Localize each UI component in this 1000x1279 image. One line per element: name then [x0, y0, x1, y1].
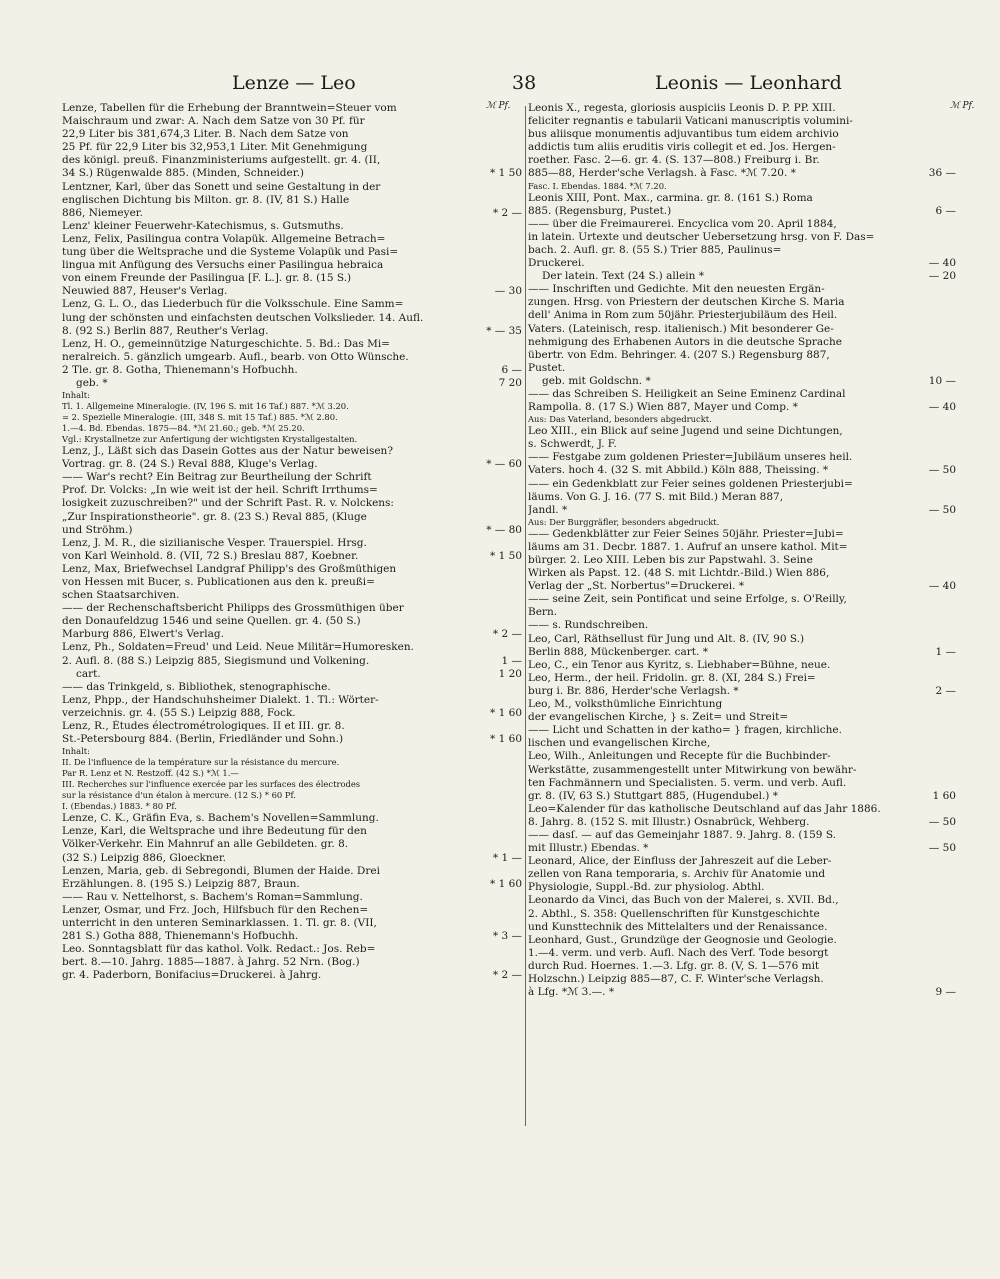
entry-text-line: Lenz, Ph., Soldaten=Freud' und Leid. Neue Militär=Humoresken. — [62, 641, 414, 654]
entry-text-line: bach. 2. Aufl. gr. 8. (55 S.) Trier 885, Paulinus= — [528, 243, 782, 256]
catalog-entry — [528, 451, 956, 477]
entry-text-line: —— s. Rundschreiben. — [528, 619, 649, 632]
entry-text-line: Leo. Sonntagsblatt für das kathol. Volk. Redact.: Jos. Reb= — [62, 943, 376, 956]
entry-price: * — 35 — [486, 324, 522, 337]
catalog-entry — [528, 517, 956, 528]
entry-text-line: zungen. Hrsg. von Priestern der deutschen Kirche S. Maria — [528, 296, 845, 309]
catalog-entry — [528, 894, 956, 933]
entry-text-line: Verlag der „St. Norbertus"=Druckerei. * — [528, 580, 745, 593]
currency-column-label: ℳ Pf. — [950, 101, 975, 111]
entry-text-line: —— War's recht? Ein Beitrag zur Beurtheilung der Schrift — [62, 471, 372, 484]
entry-price: 6 — — [501, 363, 522, 376]
entry-text-line: „Zur Inspirationstheorie". gr. 8. (23 S.) Reval 885, (Kluge — [62, 510, 367, 523]
catalog-entry — [62, 943, 522, 982]
entry-price: — 50 — [928, 464, 956, 477]
column-divider — [525, 106, 526, 1126]
catalog-entry — [528, 698, 956, 750]
entry-text-line: —— dasſ. — auf das Gemeinjahr 1887. 9. Jahrg. 8. (159 S. — [528, 828, 836, 841]
catalog-entry — [528, 478, 956, 517]
entry-text-line: Lenz, R., Études électrométrologiques. II et III. gr. 8. — [62, 720, 345, 733]
entry-text-line: lischen und evangelischen Kirche, — [528, 737, 711, 750]
entry-text-line: zellen von Rana temporaria, s. Archiv für Anatomie und — [528, 868, 826, 881]
catalog-entry — [528, 829, 956, 855]
catalog-entry — [528, 270, 956, 283]
entry-text-line: —— Inschriften und Gedichte. Mit den neuesten Ergän- — [528, 283, 825, 296]
entry-text-line: Vortrag. gr. 8. (24 S.) Reval 888, Kluge's Verlag. — [62, 458, 318, 471]
catalog-entry — [528, 619, 956, 632]
entry-text-line: nehmigung des Erhabenen Autors in die deutsche Sprache — [528, 335, 843, 348]
entry-text-line: —— ein Gedenkblatt zur Feier seines goldenen Priesterjubi= — [528, 477, 853, 490]
entry-text-line: Leonis X., regesta, gloriosis auspiciis Leonis D. P. PP. XIII. — [528, 102, 836, 114]
entry-text-line: 1.—4. Bd. Ebendas. 1875—84. *ℳ 21.60.; geb. *ℳ 25.20. — [62, 423, 305, 434]
entry-text-line: Leonhard, Gust., Grundzüge der Geognosie und Geologie. — [528, 933, 837, 946]
entry-text-line: Marburg 886, Elwert's Verlag. — [62, 628, 224, 641]
entry-text-line: 25 Pf. für 22,9 Liter bis 32,953,1 Liter. Mit Genehmigung — [62, 141, 368, 154]
entry-price: — 50 — [928, 503, 956, 516]
entry-text-line: und Ströhm.) — [62, 523, 133, 536]
entry-text-line: englischen Dichtung bis Milton. gr. 8. (IV, 81 S.) Halle — [62, 193, 350, 206]
entry-text-line: Inhalt: — [62, 390, 90, 401]
catalog-entry — [528, 672, 956, 698]
entry-text-line: feliciter regnantis e tabularii Vaticani manuscriptis volumini- — [528, 115, 853, 128]
catalog-entry — [62, 681, 522, 694]
entry-price: 1 60 — [932, 789, 956, 802]
entry-price: * 1 50 — [490, 549, 522, 562]
entry-text-line: der evangelischen Kirche, } s. Zeit= und Streit= — [528, 711, 789, 724]
catalog-entry — [62, 233, 522, 298]
entry-price: 1 — — [935, 645, 956, 658]
entry-text-line: —— Rau v. Nettelhorst, s. Bachem's Roman=Sammlung. — [62, 890, 363, 903]
entry-text-line: = 2. Spezielle Mineralogie. (III, 348 S. mit 15 Taf.) 885. *ℳ 2.80. — [62, 412, 338, 423]
entry-text-line: verzeichnis. gr. 4. (55 S.) Leipzig 888, Fock. — [62, 706, 296, 719]
entry-price: — 40 — [928, 580, 956, 593]
entry-text-line: Vgl.: Krystallnetze zur Anfertigung der wichtigsten Krystallgestalten. — [62, 434, 358, 445]
entry-text-line: bus aliisque monumentis adjuvantibus tum eidem archivio — [528, 128, 839, 141]
entry-text-line: —— Festgabe zum goldenen Priester=Jubiläum unseres heil. — [528, 451, 853, 464]
entry-text-line: Wirken als Papst. 12. (48 S. mit Lichtdr.-Bild.) Wien 886, — [528, 567, 830, 580]
entry-text-line: Leonardo da Vinci, das Buch von der Malerei, s. XVII. Bd., — [528, 894, 839, 907]
entry-price: — 50 — [928, 842, 956, 855]
catalog-entry — [62, 602, 522, 641]
catalog-entry — [62, 694, 522, 720]
entry-text-line: sur la résistance d'un étalon à mercure. (12 S.) * 60 Pf. — [62, 790, 297, 801]
entry-text-line: cart. — [76, 667, 101, 680]
entry-text-line: von Hessen mit Bucer, s. Publicationen aus den k. preußi= — [62, 576, 375, 588]
entry-text-line: Par R. Lenz et N. Restzoff. (42 S.) *ℳ 1.— — [62, 768, 239, 779]
entry-text-line: Lenz, Phpp., der Handschuhsheimer Dialekt. 1. Tl.: Wörter- — [62, 693, 379, 706]
entry-text-line: Holzschn.) Leipzig 885—87, C. F. Winter'sche Verlagsh. — [528, 973, 824, 985]
catalog-entry — [528, 218, 956, 270]
catalog-entry — [528, 102, 956, 181]
entry-price: * 1 60 — [490, 706, 522, 719]
catalog-entry — [62, 904, 522, 943]
catalog-entry — [528, 425, 956, 451]
entry-text-line: Leo, C., ein Tenor aus Kyritz, s. Liebhaber=Bühne, neue. — [528, 658, 831, 671]
entry-text-line: roether. Fasc. 2—6. gr. 4. (S. 137—808.) Freiburg i. Br. — [528, 154, 820, 167]
entry-text-line: II. De l'influence de la température sur la résistance du mercure. — [62, 757, 340, 768]
catalog-entry — [62, 641, 522, 667]
entry-price: — 20 — [928, 270, 956, 283]
header-left-running-title: Lenze — Leo — [232, 72, 356, 94]
entry-price: * 1 60 — [490, 733, 522, 746]
entry-text-line: (32 S.) Leipzig 886, Gloeckner. — [62, 851, 227, 864]
entry-text-line: Inhalt: — [62, 746, 90, 757]
catalog-entry — [528, 375, 956, 388]
catalog-entry — [62, 563, 522, 602]
catalog-entry — [62, 825, 522, 864]
entry-text-line: 885. (Regensburg, Pustet.) — [528, 204, 672, 217]
catalog-entry — [528, 803, 956, 829]
entry-text-line: losigkeit zuzuschreiben?" und der Schrift Past. R. v. Nolckens: — [62, 497, 394, 510]
catalog-entry — [528, 593, 956, 619]
entry-text-line: 1.—4. verm. und verb. Aufl. Nach des Verf. Tode besorgt — [528, 946, 829, 959]
currency-column-label: ℳ Pf. — [486, 101, 511, 111]
entry-text-line: läums am 31. Decbr. 1887. 1. Aufruf an unsere kathol. Mit= — [528, 540, 848, 553]
entry-text-line: —— Licht und Schatten in der katho= } fragen, kirchliche. — [528, 724, 842, 737]
entry-text-line: Rampolla. 8. (17 S.) Wien 887, Mayer und Comp. * — [528, 401, 798, 414]
header-right-running-title: Leonis — Leonhard — [655, 72, 842, 94]
entry-text-line: gr. 4. Paderborn, Bonifacius=Druckerei. à Jahrg. — [62, 969, 322, 982]
entry-price: — 40 — [928, 257, 956, 270]
entry-text-line: 886, Niemeyer. — [62, 206, 143, 219]
entry-text-line: Lenz' kleiner Feuerwehr-Katechismus, s. Gutsmuths. — [62, 219, 344, 232]
entry-text-line: lung der schönsten und einfachsten deutschen Volkslieder. 14. Aufl. — [62, 311, 424, 324]
entry-text-line: Lenz, G. L. O., das Liederbuch für die Volksschule. Eine Samm= — [62, 298, 404, 311]
entry-text-line: Lenz, J. M. R., die sizilianische Vesper. Trauerspiel. Hrsg. — [62, 536, 367, 549]
entry-price: — 30 — [494, 285, 522, 298]
right-column — [528, 102, 956, 999]
entry-text-line: Bern. — [528, 606, 558, 619]
entry-text-line: —— seine Zeit, sein Pontificat und seine Erfolge, s. O'Reilly, — [528, 593, 847, 606]
catalog-entry — [528, 750, 956, 802]
entry-price: * 1 — — [492, 851, 522, 864]
catalog-entry — [62, 471, 522, 536]
entry-price: * 2 — — [492, 969, 522, 982]
entry-text-line: 2. Aufl. 8. (88 S.) Leipzig 885, Siegismund und Volkening. — [62, 654, 370, 667]
entry-price: 9 — — [935, 986, 956, 999]
entry-text-line: —— Gedenkblätter zur Feier Seines 50jähr. Priester=Jubi= — [528, 527, 844, 540]
entry-text-line: Prof. Dr. Volcks: „In wie weit ist der heil. Schrift Irrthums= — [62, 484, 378, 497]
entry-price: 2 — — [935, 684, 956, 697]
entry-text-line: Leo XIII., ein Blick auf seine Jugend und seine Dichtungen, — [528, 425, 843, 438]
left-column — [62, 102, 522, 982]
catalog-entry — [528, 388, 956, 414]
entry-text-line: den Donaufeldzug 1546 und seine Quellen. gr. 4. (50 S.) — [62, 615, 361, 628]
catalog-entry — [528, 181, 956, 192]
entry-price: * 1 60 — [490, 877, 522, 890]
entry-text-line: schen Staatsarchiven. — [62, 589, 180, 602]
entry-text-line: Lenz, Felix, Pasilingua contra Volapük. Allgemeine Betrach= — [62, 232, 386, 245]
entry-price: * 3 — — [492, 930, 522, 943]
entry-text-line: Lenze, C. K., Gräfin Eva, s. Bachem's Novellen=Sammlung. — [62, 812, 379, 825]
entry-text-line: Lenzen, Maria, geb. di Sebregondi, Blumen der Haide. Drei — [62, 864, 380, 877]
catalog-entry — [62, 720, 522, 746]
entry-text-line: tung über die Weltsprache und die Systeme Volapük und Pasi= — [62, 246, 399, 259]
entry-price: — 50 — [928, 815, 956, 828]
entry-text-line: Erzählungen. 8. (195 S.) Leipzig 887, Braun. — [62, 877, 300, 890]
catalog-entry — [62, 102, 522, 181]
catalog-entry — [62, 746, 522, 812]
entry-text-line: Aus: Das Vaterland, besonders abgedruckt. — [528, 414, 712, 425]
entry-text-line: Lentzner, Karl, über das Sonett und seine Gestaltung in der — [62, 180, 381, 193]
entry-text-line: geb. mit Goldschn. * — [542, 374, 651, 387]
catalog-entry — [62, 298, 522, 337]
catalog-entry — [62, 812, 522, 825]
entry-text-line: unterricht in den unteren Seminarklassen. 1. Tl. gr. 8. (VII, — [62, 916, 377, 929]
entry-text-line: —— der Rechenschaftsbericht Philipps des Grossmüthigen über — [62, 602, 404, 615]
catalog-entry — [62, 891, 522, 904]
entry-text-line: und Kunsttechnik des Mittelalters und der Renaissance. — [528, 920, 828, 933]
entry-text-line: 34 S.) Rügenwalde 885. (Minden, Schneider.) — [62, 167, 304, 180]
entry-text-line: Pustet. — [528, 361, 566, 374]
entry-price: 1 20 — [498, 667, 522, 680]
entry-text-line: lingua mit Anfügung des Versuchs einer Pasilingua hebraica — [62, 259, 384, 272]
entry-text-line: 281 S.) Gotha 888, Thienemann's Hofbuchh. — [62, 930, 299, 943]
entry-text-line: dell' Anima in Rom zum 50jähr. Priesterjubiläum des Heil. — [528, 309, 838, 322]
page-number: 38 — [512, 72, 537, 94]
entry-text-line: 22,9 Liter bis 381,674,3 Liter. B. Nach dem Satze von — [62, 128, 349, 141]
entry-text-line: durch Rud. Hoernes. 1.—3. Lfg. gr. 8. (V, S. 1—576 mit — [528, 959, 820, 972]
entry-text-line: Lenze, Tabellen für die Erhebung der Branntwein=Steuer vom — [62, 102, 397, 114]
entry-price: 36 — — [928, 167, 956, 180]
entry-text-line: Maischraum und zwar: A. Nach dem Satze von 30 Pf. für — [62, 115, 365, 128]
catalog-entry — [528, 528, 956, 593]
entry-text-line: Leonard, Alice, der Einfluss der Jahreszeit auf die Leber- — [528, 855, 832, 868]
entry-text-line: addictis tum aliis eruditis viris collegit et ed. Jos. Hergen- — [528, 141, 836, 154]
entry-price: 10 — — [928, 374, 956, 387]
entry-text-line: 8. (92 S.) Berlin 887, Reuther's Verlag. — [62, 324, 269, 337]
entry-text-line: mit Illustr.) Ebendas. * — [528, 842, 649, 855]
entry-text-line: —— das Trinkgeld, s. Bibliothek, stenographische. — [62, 680, 331, 693]
entry-text-line: Der latein. Text (24 S.) allein * — [542, 270, 705, 283]
catalog-entry — [62, 537, 522, 563]
entry-price: 6 — — [935, 204, 956, 217]
entry-text-line: —— das Schreiben S. Heiligkeit an Seine Eminenz Cardinal — [528, 387, 846, 400]
entry-text-line: —— über die Freimaurerei. Encyclica vom 20. April 1884, — [528, 217, 837, 230]
entry-text-line: läums. Von G. J. 16. (77 S. mit Bild.) Meran 887, — [528, 490, 784, 503]
catalog-entry — [62, 377, 522, 390]
entry-text-line: Jandl. * — [528, 503, 568, 516]
catalog-entry — [62, 401, 522, 445]
entry-price: * 2 — — [492, 628, 522, 641]
entry-text-line: 2 Tle. gr. 8. Gotha, Thienemann's Hofbuchh. — [62, 363, 298, 376]
catalog-entry — [62, 865, 522, 891]
entry-text-line: 8. Jahrg. 8. (152 S. mit Illustr.) Osnabrück, Wehberg. — [528, 815, 810, 828]
entry-price: * 2 — — [492, 206, 522, 219]
entry-price: * 1 50 — [490, 167, 522, 180]
entry-text-line: Aus: Der Burggräfler, besonders abgedruckt. — [528, 516, 720, 527]
catalog-entry — [62, 220, 522, 233]
entry-text-line: Physiologie, Suppl.-Bd. zur physiolog. Abthl. — [528, 881, 765, 894]
catalog-entry — [528, 192, 956, 218]
entry-text-line: à Lfg. *ℳ 3.—. * — [528, 986, 615, 999]
entry-text-line: von Karl Weinhold. 8. (VII, 72 S.) Breslau 887, Koebner. — [62, 549, 359, 562]
page-header — [0, 66, 1000, 100]
entry-text-line: Neuwied 887, Heuser's Verlag. — [62, 285, 228, 298]
catalog-entry — [528, 659, 956, 672]
catalog-entry — [62, 338, 522, 377]
catalog-entry — [528, 414, 956, 425]
entry-text-line: Vaters. (Lateinisch, resp. italienisch.) Mit besonderer Ge- — [528, 322, 834, 335]
catalog-entry — [528, 855, 956, 894]
entry-text-line: Leo, Wilh., Anleitungen und Recepte für die Buchbinder- — [528, 750, 831, 763]
entry-price: * — 80 — [486, 523, 522, 536]
catalog-entry — [62, 390, 522, 401]
entry-text-line: in latein. Urtexte und deutscher Uebersetzung hrsg. von F. Das= — [528, 230, 875, 243]
entry-text-line: burg i. Br. 886, Herder'sche Verlagsh. * — [528, 684, 739, 697]
entry-text-line: Lenze, Karl, die Weltsprache und ihre Bedeutung für den — [62, 825, 367, 838]
entry-text-line: des königl. preuß. Finanzministeriums aufgestellt. gr. 4. (II, — [62, 154, 381, 167]
entry-text-line: ten Fachmännern und Specialisten. 5. verm. und verb. Aufl. — [528, 776, 847, 789]
entry-text-line: s. Schwerdt, J. F. — [528, 438, 617, 451]
catalog-entry — [62, 668, 522, 681]
entry-text-line: Völker-Verkehr. Ein Mahnruf an alle Gebildeten. gr. 8. — [62, 838, 349, 851]
catalog-entry — [62, 181, 522, 220]
entry-text-line: 885—88, Herder'sche Verlagsh. à Fasc. *ℳ 7.20. * — [528, 167, 796, 180]
catalog-entry — [528, 633, 956, 659]
entry-price: * — 60 — [486, 458, 522, 471]
entry-text-line: bert. 8.—10. Jahrg. 1885—1887. à Jahrg. 52 Nrn. (Bog.) — [62, 956, 360, 969]
entry-price: 1 — — [501, 654, 522, 667]
catalog-entry — [62, 445, 522, 471]
entry-text-line: 2. Abthl., S. 358: Quellenschriften für Kunstgeschichte — [528, 907, 820, 920]
entry-text-line: St.-Petersbourg 884. (Berlin, Friedländer und Sohn.) — [62, 733, 344, 746]
entry-text-line: bürger. 2. Leo XIII. Leben bis zur Papstwahl. 3. Seine — [528, 554, 813, 566]
entry-text-line: Leo, Carl, Räthsellust für Jung und Alt. 8. (IV, 90 S.) — [528, 632, 805, 645]
entry-text-line: Leo=Kalender für das katholische Deutschland auf das Jahr 1886. — [528, 802, 881, 815]
entry-text-line: Lenz, Max, Briefwechsel Landgraf Philipp's des Großmüthigen — [62, 562, 397, 575]
entry-text-line: Lenz, J., Läßt sich das Dasein Gottes aus der Natur beweisen? — [62, 445, 393, 458]
entry-text-line: Fasc. I. Ebendas. 1884. *ℳ 7.20. — [528, 180, 667, 191]
catalog-entry — [528, 934, 956, 999]
entry-text-line: Leo, M., volksthümliche Einrichtung — [528, 698, 723, 711]
entry-text-line: Berlin 888, Mückenberger. cart. * — [528, 645, 708, 658]
entry-text-line: Werkstätte, zusammengestellt unter Mitwirkung von bewähr- — [528, 763, 857, 776]
entry-text-line: Leo, Herm., der heil. Fridolin. gr. 8. (XI, 284 S.) Frei= — [528, 671, 816, 684]
entry-text-line: neralreich. 5. gänzlich umgearb. Aufl., bearb. von Otto Wünsche. — [62, 350, 409, 363]
entry-text-line: geb. * — [76, 376, 108, 389]
entry-text-line: Druckerei. — [528, 257, 585, 270]
entry-text-line: III. Recherches sur l'influence exercée par les surfaces des électrodes — [62, 779, 361, 790]
entry-text-line: übertr. von Edm. Behringer. 4. (207 S.) Regensburg 887, — [528, 348, 830, 361]
entry-text-line: Lenz, H. O., gemeinnützige Naturgeschichte. 5. Bd.: Das Mi= — [62, 337, 390, 350]
entry-text-line: von einem Freunde der Pasilingua [F. L.]. gr. 8. (15 S.) — [62, 272, 352, 285]
catalog-entry — [528, 283, 956, 375]
entry-text-line: Vaters. hoch 4. (32 S. mit Abbild.) Köln 888, Theissing. * — [528, 464, 829, 477]
entry-text-line: gr. 8. (IV, 63 S.) Stuttgart 885, (Hugendubel.) * — [528, 789, 778, 802]
entry-price: — 40 — [928, 401, 956, 414]
entry-text-line: Leonis XIII, Pont. Max., carmina. gr. 8. (161 S.) Roma — [528, 191, 813, 204]
entry-text-line: Tl. 1. Allgemeine Mineralogie. (IV, 196 S. mit 16 Taf.) 887. *ℳ 3.20. — [62, 401, 349, 412]
entry-text-line: I. (Ebendas.) 1883. * 80 Pf. — [62, 801, 177, 812]
entry-text-line: Lenzer, Osmar, und Frz. Joch, Hilfsbuch für den Rechen= — [62, 903, 369, 916]
entry-price: 7 20 — [498, 376, 522, 389]
